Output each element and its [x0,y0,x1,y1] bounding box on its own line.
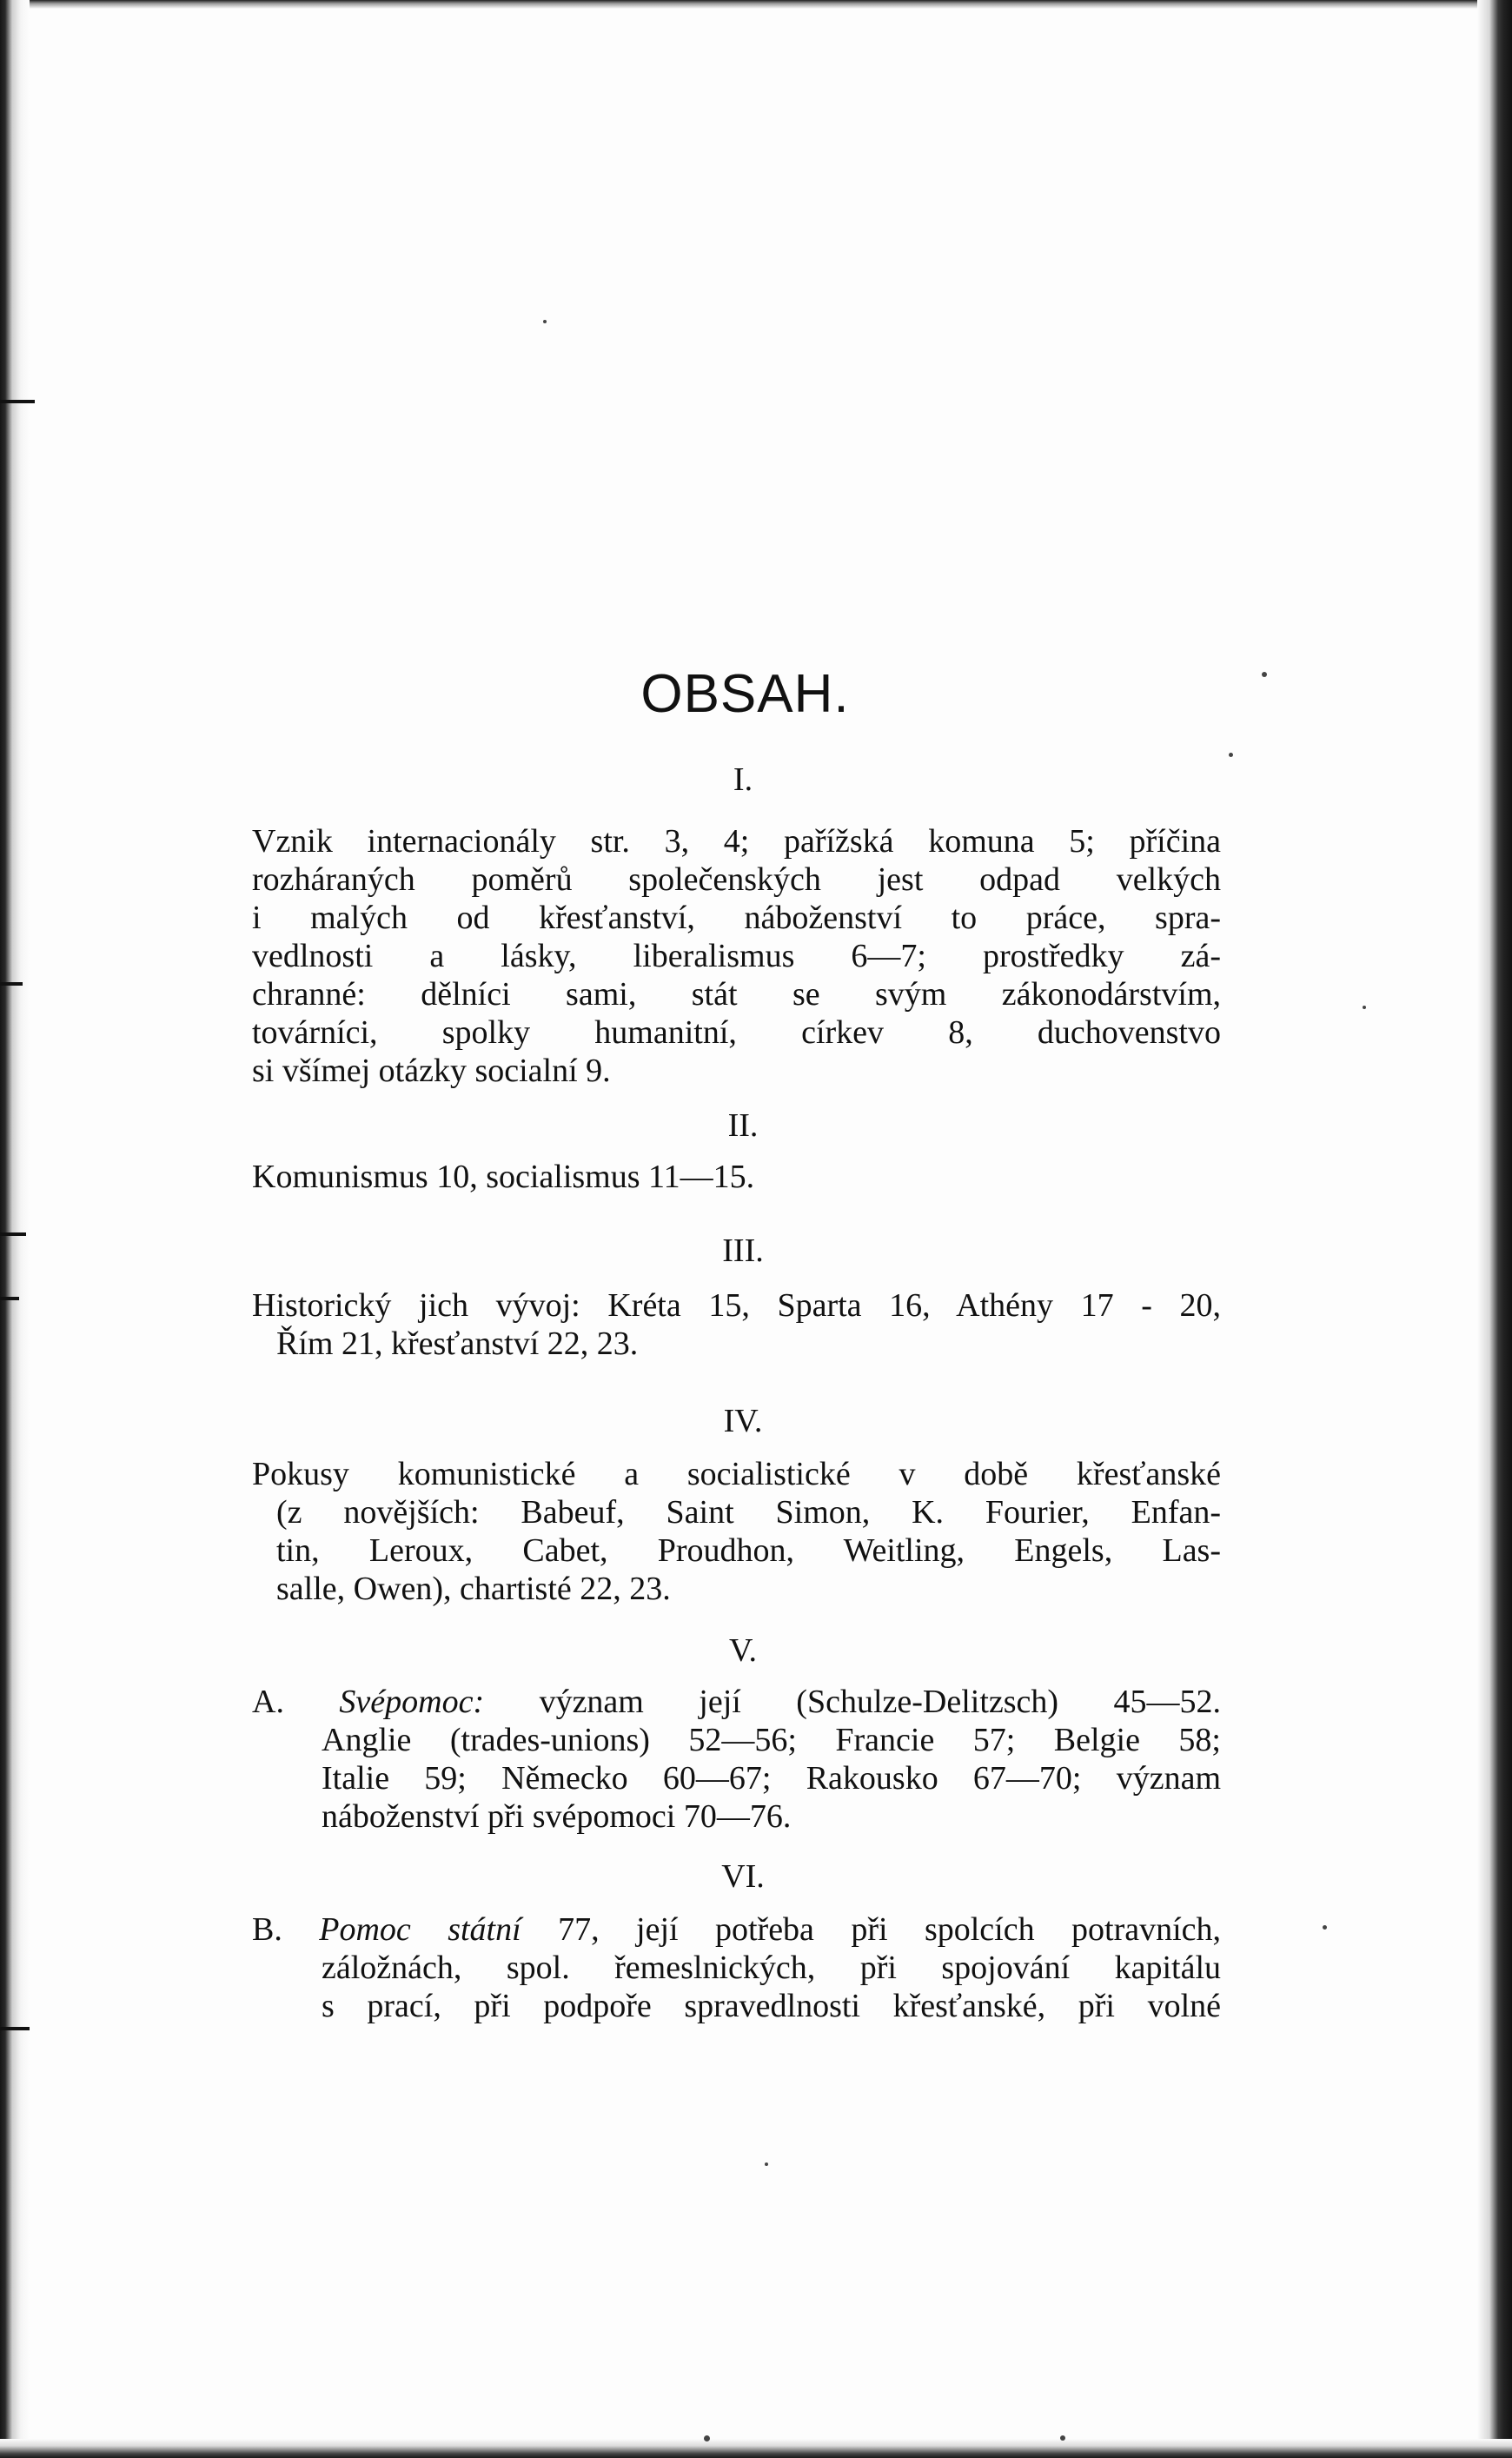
scan-speck [1323,1925,1327,1930]
section-prefix: A. [252,1684,284,1720]
text-line: Komunismus 10, socialismus 11—15. [252,1159,755,1195]
scan-speck [765,2162,768,2166]
scan-speck [543,320,547,323]
section-prefix: B. [252,1911,282,1948]
scan-speck [1262,672,1267,677]
scan-mark [0,400,35,403]
scan-edge-left [0,0,30,2458]
section-number: III. [722,1232,764,1269]
text-line: Anglie (trades-unions) 52—56; Francie 57; Belgie 58; [322,1722,1221,1758]
scan-edge-bottom [0,2439,1512,2458]
scan-speck [1363,1006,1366,1009]
first-line-rest: 77, její potřeba při spolcích potravních, [558,1911,1222,1948]
page-title: OBSAH. [640,664,850,724]
scan-edge-right [1477,0,1512,2458]
scan-mark [0,1232,26,1236]
text-line: i malých od křesťanství, náboženství to práce, spra- [252,900,1221,936]
text-line: Pokusy komunistické a socialistické v době křesťanské [252,1456,1221,1492]
section-text [252,1158,1221,1196]
section-text [252,822,1221,1090]
scan-mark [0,1297,19,1300]
section-text [252,1910,1221,2025]
scan-speck [704,2435,710,2441]
section-text [252,1683,1221,1836]
scan-speck [1060,2435,1065,2441]
section-number: V. [728,1632,758,1669]
italic-term: Svépomoc: [339,1684,485,1720]
scan-edge-top [0,0,1512,9]
scan-speck [1229,753,1233,757]
text-line: si všímej otázky socialní 9. [252,1053,611,1089]
text-line: Historický jich vývoj: Kréta 15, Sparta 16, Athény 17 - 20, [252,1287,1221,1324]
section-text [252,1286,1221,1363]
first-line-rest: význam její (Schulze-Delitzsch) 45—52. [539,1684,1221,1720]
text-line: salle, Owen), chartisté 22, 23. [276,1571,671,1607]
text-line: náboženství při svépomoci 70—76. [322,1798,792,1835]
text-line: Italie 59; Německo 60—67; Rakousko 67—70; význam [322,1760,1221,1797]
text-line [252,1683,1221,1721]
section-text [252,1455,1221,1608]
text-line [252,1910,1221,1949]
text-line: továrníci, spolky humanitní, církev 8, duchovenstvo [252,1014,1221,1051]
text-line: záložnách, spol. řemeslnických, při spojování kapitálu [322,1950,1221,1986]
section-number: II. [727,1107,759,1144]
section-number: VI. [721,1858,765,1895]
text-line: chranné: dělníci sami, stát se svým zákonodárstvím, [252,976,1221,1013]
text-line: vedlnosti a lásky, liberalismus 6—7; prostředky zá- [252,938,1221,974]
text-line: s prací, při podpoře spravedlnosti křesťanské, při volné [322,1988,1221,2024]
text-line: Vznik internacionály str. 3, 4; pařížská komuna 5; příčina [252,823,1221,860]
scan-mark [0,982,23,986]
text-line: (z novějších: Babeuf, Saint Simon, K. Fourier, Enfan- [276,1494,1221,1531]
section-number: IV. [723,1403,763,1439]
text-line: rozháraných poměrů společenských jest odpad velkých [252,861,1221,898]
section-number: I. [733,761,753,798]
text-line: Řím 21, křesťanství 22, 23. [276,1325,639,1362]
scan-mark [0,2027,30,2030]
text-line: tin, Leroux, Cabet, Proudhon, Weitling, Engels, Las- [276,1532,1221,1569]
italic-term: Pomoc státní [319,1911,521,1948]
